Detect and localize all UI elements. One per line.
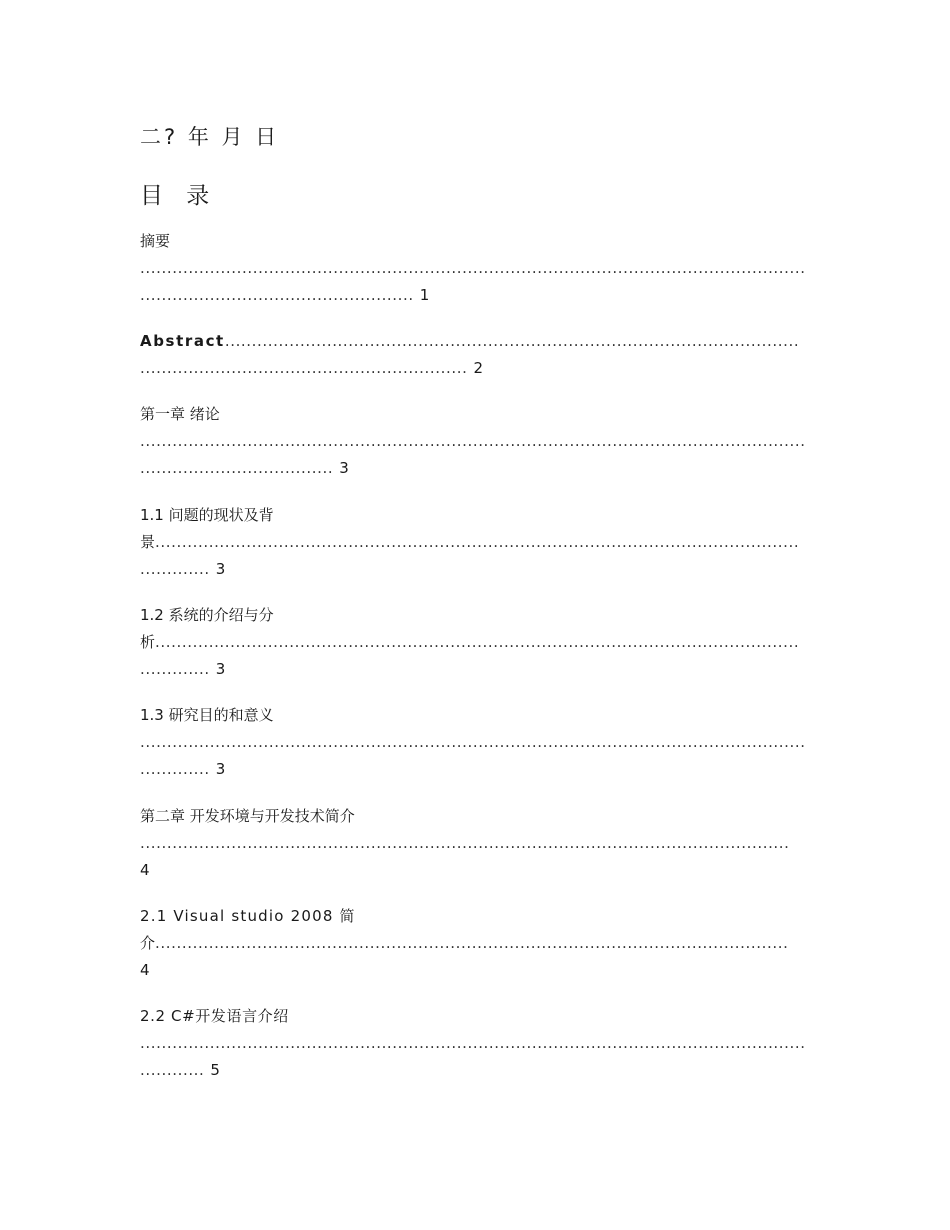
toc-page-number: 3: [215, 660, 226, 678]
toc-leader-dots: ............................................................. 2: [140, 359, 483, 377]
toc-page-number: 4: [140, 961, 150, 979]
toc-entry-label-cont: 介: [140, 934, 156, 952]
toc-entry-label: 1.1 问题的现状及背: [140, 506, 274, 524]
toc-title: 目 录: [140, 183, 218, 209]
toc-page-number: 2: [473, 359, 483, 377]
toc-leader-dots: .........................................................................................................................: [140, 834, 790, 852]
toc-entry-label: 2.2 C#开发语言介绍: [140, 1007, 289, 1025]
toc-page-number: 5: [210, 1061, 220, 1079]
toc-entry-line: Abstract...........................................................................................................: [140, 332, 800, 350]
toc-leader-dots: ............. 3: [140, 660, 226, 678]
toc-entry-label: 第一章 绪论: [140, 405, 220, 423]
date-line: 二? 年 月 日: [140, 125, 280, 149]
toc-entry-label: 摘要: [140, 232, 171, 250]
toc-page-number: 3: [339, 459, 349, 477]
toc-leader-dots: ............. 3: [140, 560, 226, 578]
toc-entry-line: 景........................................................................................................................: [140, 533, 800, 551]
toc-page-number: 1: [419, 286, 430, 304]
toc-leader-dots: ............................................................................................................................: [140, 259, 806, 277]
toc-entry-label: Abstract: [140, 332, 225, 350]
toc-entry-label: 第二章 开发环境与开发技术简介: [140, 807, 355, 825]
toc-leader-dots: ............................................................................................................................: [140, 1034, 806, 1052]
toc-entry-label: 2.1 Visual studio 2008 简: [140, 907, 356, 925]
toc-leader-dots: ............................................................................................................................: [140, 733, 806, 751]
toc-leader-dots: ............ 5: [140, 1061, 220, 1079]
toc-entry-line: 析........................................................................................................................: [140, 633, 800, 651]
toc-page-number: 4: [140, 861, 150, 879]
toc-entry-line: 介......................................................................................................................: [140, 934, 789, 952]
toc-entry-label-cont: 析: [140, 633, 156, 651]
toc-leader-dots: ................................................... 1: [140, 286, 430, 304]
toc-page-number: 3: [215, 760, 226, 778]
toc-leader-dots: ............. 3: [140, 760, 226, 778]
toc-leader-dots: .................................... 3: [140, 459, 349, 477]
toc-page-number: 3: [215, 560, 226, 578]
toc-leader-dots: ............................................................................................................................: [140, 432, 806, 450]
toc-entry-label: 1.2 系统的介绍与分: [140, 606, 274, 624]
toc-entry-label-cont: 景: [140, 533, 156, 551]
toc-entry-label: 1.3 研究目的和意义: [140, 706, 274, 724]
